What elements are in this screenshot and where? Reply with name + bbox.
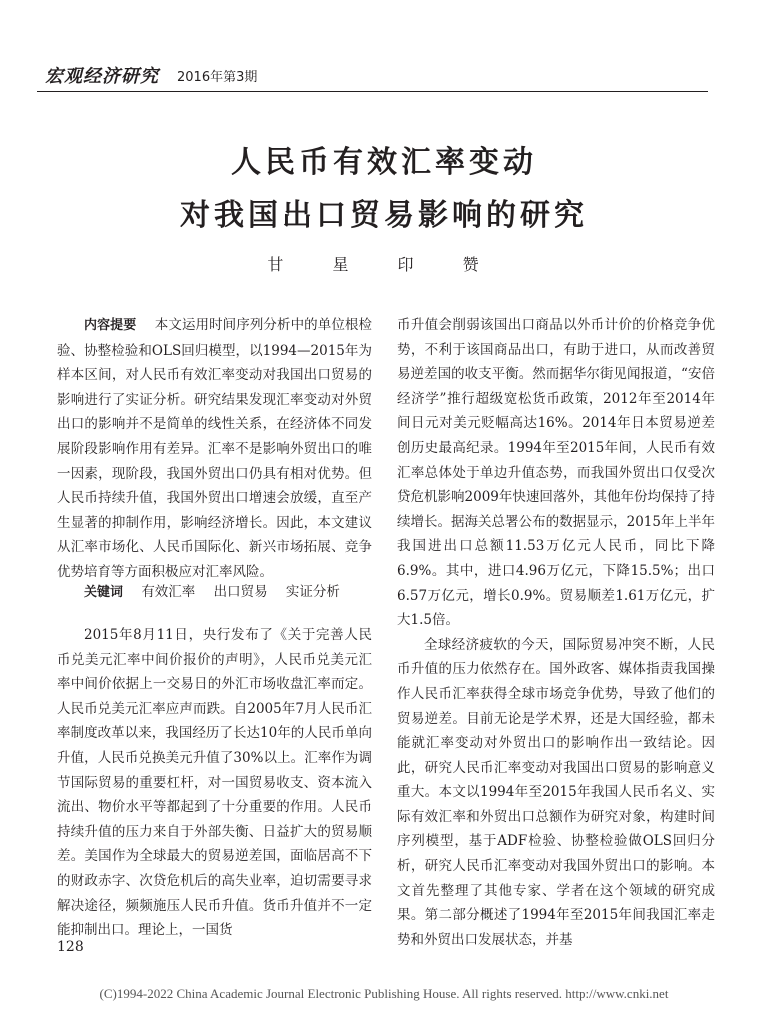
body-paragraph: 全球经济疲软的今天，国际贸易冲突不断，人民币升值的压力依然存在。国外政客、媒体指责我国操作人民币汇率获得全球市场竞争优势，导致了他们的贸易逆差。目前无论是学术界，还是大国经验，都未能就汇率变动对外贸出口的影响作出一致结论。因此，研究人民币汇率变动对我国出口贸易的影响意义重大。本文以1994年至2015年我国人民币名义、实际有效汇率和外贸出口总额作为研究对象，构建时间序列模型，基于ADF检验、协整检验做OLS回归分析，研究人民币汇率变动对我国外贸出口的影响。本文首先整理了其他专家、学者在这个领域的研究成果。第二部分概述了1994年至2015年间我国汇率走势和外贸出口发展状态，并基 [397,636,715,948]
keywords-label: 关键词 [84,585,124,600]
page-number: 128 [57,939,84,955]
journal-name: 宏观经济研究 [45,66,159,87]
article-title-line-2: 对我国出口贸易影响的研究 [180,198,588,233]
keywords [57,580,372,606]
author-names: 甘 星 印 赞 [267,255,501,274]
body-column-right [397,313,715,952]
abstract-label: 内容提要 [84,318,137,333]
copyright-footer: (C)1994-2022 China Academic Journal Electronic Publishing House. All rights reserved. http://www.cnki.net [99,986,669,1001]
abstract-text: 本文运用时间序列分析中的单位根检验、协整检验和OLS回归模型，以1994—2015年为样本区间，对人民币有效汇率变动对我国出口贸易的影响进行了实证分析。研究结果发现汇率变动对外贸出口的影响并不是简单的线性关系，在经济体不同发展阶段影响作用有差异。汇率不是影响外贸出口的唯一因素，现阶段，我国外贸出口仍具有相对优势。但人民币持续升值，我国外贸出口增速会放缓，直至产生显著的抑制作用，影响经济增长。因此，本文建议从汇率市场化、人民币国际化、新兴市场拓展、竞争优势培育等方面积极应对汇率风险。 [57,317,372,580]
article-title-line-1: 人民币有效汇率变动 [231,145,537,180]
keyword-item: 有效汇率 [141,584,196,600]
keyword-item: 出口贸易 [213,584,268,600]
running-header [37,56,708,92]
keyword-item: 实证分析 [285,584,340,600]
header-rule [37,91,708,92]
abstract [57,313,372,585]
issue-label: 2016年第3期 [177,70,258,85]
body-paragraph: 2015年8月11日，央行发布了《关于完善人民币兑美元汇率中间价报价的声明》，人民币兑美元汇率中间价依据上一交易日的外汇市场收盘汇率而定。人民币兑美元汇率应声而跌。自2005年7月人民币汇率制度改革以来，我国经历了长达10年的人民币单向升值，人民币兑换美元升值了30%以上。汇率作为调节国际贸易的重要杠杆，对一国贸易收支、资本流入流出、物价水平等都起到了十分重要的作用。人民币持续升值的压力来自于外部失衡、日益扩大的贸易顺差。美国作为全球最大的贸易逆差国，面临居高不下的财政赤字、次贷危机后的高失业率，迫切需要寻求解决途径，频频施压人民币升值。货币升值并不一定能抑制出口。理论上，一国货 [57,627,372,939]
body-column-left [57,623,372,943]
body-paragraph: 币升值会削弱该国出口商品以外币计价的价格竞争优势，不利于该国商品出口，有助于进口，从而改善贸易逆差国的收支平衡。然而据华尔街见闻报道，“安倍经济学”推行超级宽松货币政策，2012年至2014年间日元对美元贬幅高达16%。2014年日本贸易逆差创历史最高纪录。1994年至2015年间，人民币有效汇率总体处于单边升值态势，而我国外贸出口仅受次贷危机影响2009年快速回落外，其他年份均保持了持续增长。据海关总署公布的数据显示，2015年上半年我国进出口总额11.53万亿元人民币，同比下降6.9%。其中，进口4.96万亿元，下降15.5%；出口6.57万亿元，增长0.9%。贸易顺差1.61万亿元，扩大1.5倍。 [397,317,715,629]
